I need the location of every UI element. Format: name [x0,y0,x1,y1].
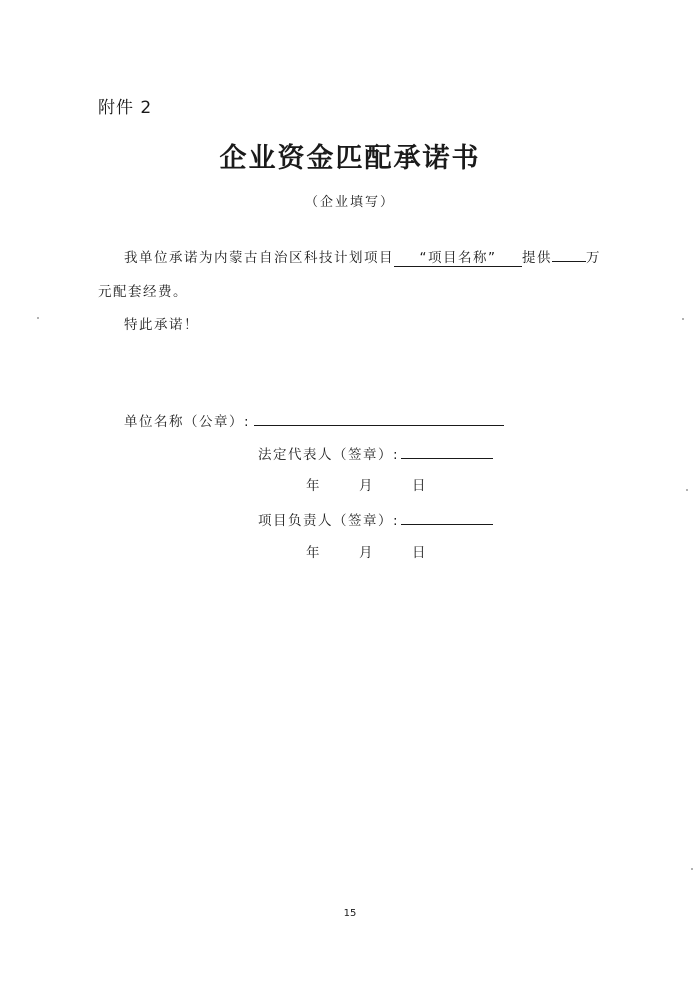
year-label: 年 [306,545,321,561]
project-lead-date [306,541,427,561]
commitment-line [124,246,601,267]
commitment-prefix: 我单位承诺为内蒙古自治区科技计划项目 [124,250,394,266]
project-lead-row [258,509,493,529]
day-label: 日 [412,478,427,494]
legal-rep-row [258,443,493,463]
page-number: 15 [343,908,357,919]
unit-name-field[interactable] [254,411,504,426]
project-name-field[interactable]: “项目名称” [394,250,522,267]
page-title: 企业资金匹配承诺书 [219,143,481,174]
month-label: 月 [359,545,374,561]
amount-field[interactable] [552,261,586,262]
scan-speck [682,318,684,320]
legal-rep-field[interactable] [401,444,493,459]
unit-name-label: 单位名称（公章）: [124,414,251,430]
unit-wan: 万 [586,250,601,266]
unit-name-row [124,410,504,430]
legal-rep-label: 法定代表人（签章）: [258,447,400,463]
attachment-label: 附件 2 [98,98,153,118]
commitment-closing: 特此承诺！ [124,317,199,333]
legal-rep-date [306,474,427,494]
scan-speck [691,868,693,870]
provide-text: 提供 [522,250,552,266]
month-label: 月 [359,478,374,494]
project-lead-label: 项目负责人（签章）: [258,513,400,529]
scan-speck [686,489,688,491]
year-label: 年 [306,478,321,494]
project-lead-field[interactable] [401,510,493,525]
subtitle: （企业填写） [304,195,395,210]
scan-speck [37,317,39,319]
commitment-continuation: 元配套经费。 [98,284,188,300]
day-label: 日 [412,545,427,561]
